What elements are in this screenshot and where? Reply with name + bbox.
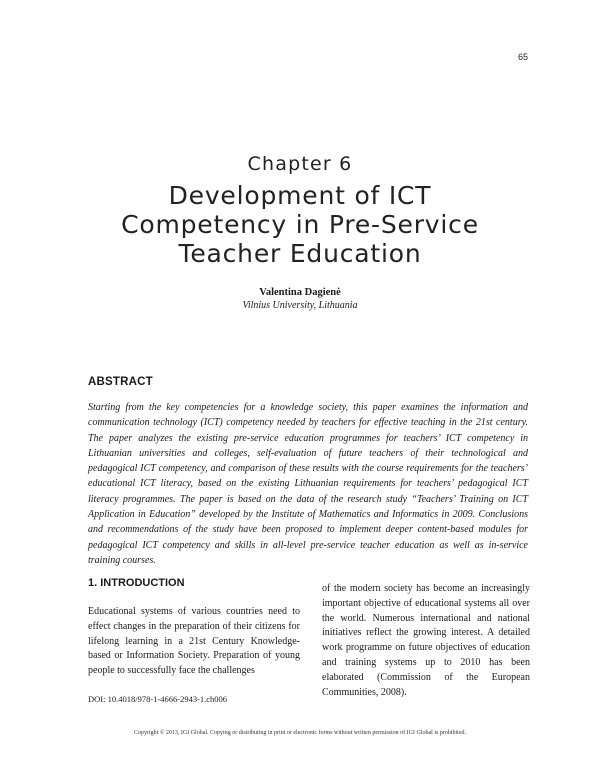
- chapter-title-line: Development of ICT: [168, 181, 432, 210]
- page-number: 65: [517, 52, 528, 62]
- chapter-title-line: Competency in Pre-Service: [121, 210, 479, 239]
- chapter-title-line: Teacher Education: [178, 239, 422, 268]
- abstract-text: Starting from the key competencies for a knowledge society, this paper examines the information and communication technology (ICT) competency needed by teachers for effective teaching in the 21st century. The paper analyzes the existing pre-service education programmes for teachers’ ICT competency in Lithuanian universities and colleges, self-evaluation of future teachers of their technological and pedagogical ICT competency, and comparison of these results with the course requirements for the teachers’ educational ICT literacy, based on the existing Lithuanian requirements for teachers’ pedagogical ICT literacy programmes. The paper is based on the data of the research study “Teachers’ Training on ICT Application in Education” developed by the Institute of Mathematics and Informatics in 2009. Conclusions and recommendations of the study have been proposed to implement deeper content-based modules for pedagogical ICT competency and skills in all-level pre-service teacher education as well as in-service training courses.: [88, 402, 528, 566]
- abstract-heading: ABSTRACT: [88, 376, 153, 388]
- introduction-left-column: Educational systems of various countries need to effect changes in the preparation of their citizens for lifelong learning in a 21st Century Knowledge-based or Information Society. Preparation of young people to successfully face the challenges: [88, 606, 300, 677]
- chapter-title: [0, 181, 600, 268]
- author-affiliation: Vilnius University, Lithuania: [242, 300, 358, 311]
- introduction-heading: 1. INTRODUCTION: [88, 577, 185, 589]
- chapter-label: Chapter 6: [247, 153, 353, 175]
- copyright-notice: Copyright © 2013, IGI Global. Copying or distributing in print or electronic forms without written permission of IGI Global is prohibited.: [133, 730, 466, 736]
- doi-line: DOI: 10.4018/978-1-4666-2943-1.ch006: [88, 694, 228, 704]
- author-name: Valentina Dagienė: [259, 287, 341, 298]
- introduction-right-column: of the modern society has become an increasingly important objective of educational systems all over the world. Numerous international and national initiatives reflect the growing interest. A detailed work programme on future objectives of education and training systems up to 2010 has been elaborated (Commission of the European Communities, 2008).: [322, 583, 530, 698]
